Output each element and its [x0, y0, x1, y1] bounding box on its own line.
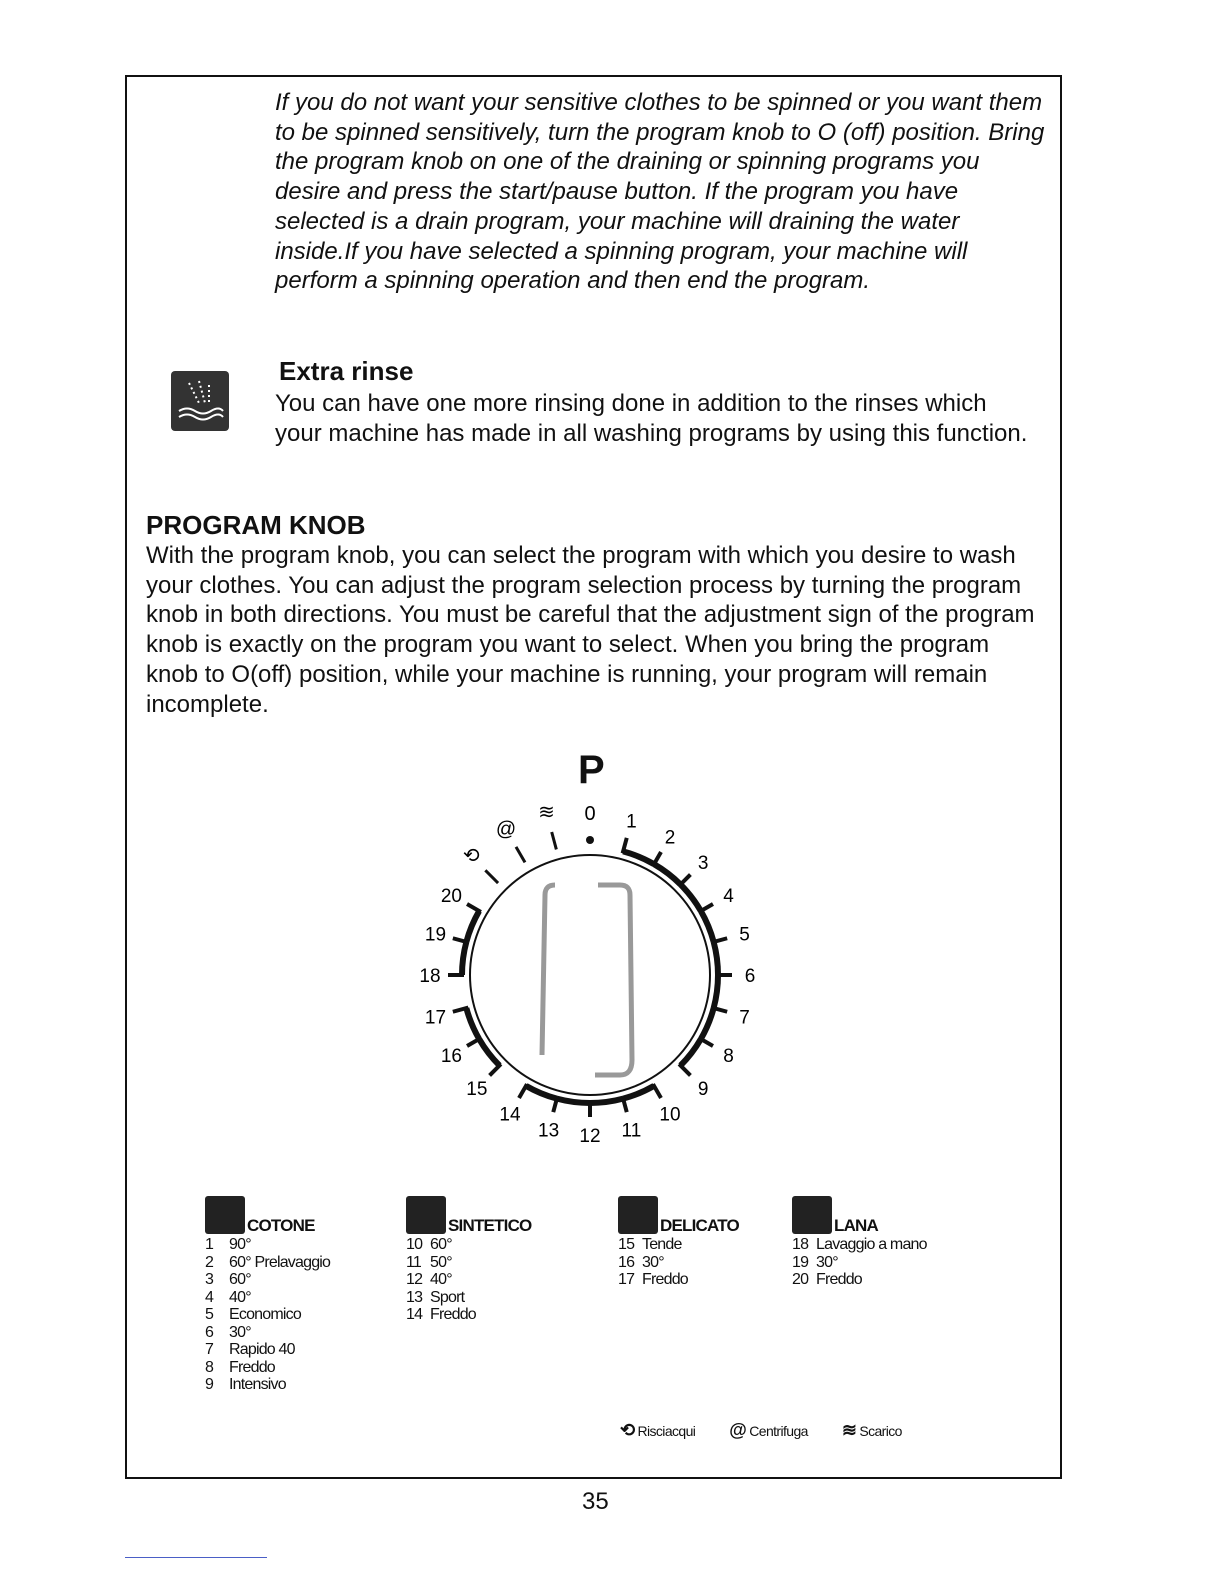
- drain-icon: ≋: [538, 801, 555, 824]
- spin-icon: @: [729, 1420, 747, 1440]
- delicate-icon: [618, 1196, 658, 1234]
- dial-label-4: 4: [723, 886, 734, 907]
- program-number: 6: [205, 1323, 214, 1341]
- program-name: 30°: [816, 1253, 838, 1271]
- program-number: 5: [205, 1306, 214, 1323]
- program-number: 18: [792, 1236, 809, 1253]
- dial-arc: [557, 1099, 590, 1103]
- legend-label: Risciacqui: [637, 1423, 696, 1439]
- dial-label-18: 18: [419, 966, 441, 987]
- program-name: Rapido 40: [229, 1341, 295, 1358]
- dial-label-2: 2: [664, 827, 676, 849]
- dial-arc: [466, 911, 479, 942]
- group-name: LANA: [834, 1215, 879, 1235]
- program-group-cotone: [205, 1196, 330, 1394]
- program-knob-body: With the program knob, you can select the program with which you desire to wash your clothes. You can adjust the program selection process by turning the program knob in both directions. You must be careful that the adjustment sign of the program knob is exactly on the program you want to select. When you bring the program knob to O(off) position, while your machine is running, your program will remain incomplete.: [146, 542, 1035, 718]
- dial-arc: [654, 864, 681, 884]
- program-name: 60°: [430, 1236, 452, 1253]
- group-header: [792, 1196, 927, 1234]
- program-name: Economico: [229, 1306, 301, 1323]
- group-header: [205, 1196, 330, 1234]
- program-dial[interactable]: [400, 790, 780, 1160]
- drain-icon: ≋: [841, 1420, 857, 1440]
- dial-tick-9: [679, 1064, 690, 1075]
- dial-tick-10: [653, 1084, 661, 1098]
- dial-label-11: 11: [621, 1120, 642, 1142]
- program-item: [205, 1236, 330, 1254]
- dial-tick-rinse-icon: [485, 870, 498, 883]
- program-item: [406, 1236, 531, 1254]
- program-number: 10: [406, 1236, 423, 1253]
- dial-label-17: 17: [424, 1007, 447, 1029]
- program-knob-title: PROGRAM KNOB: [146, 510, 366, 540]
- dial-tick-20: [467, 904, 481, 912]
- program-number: 7: [205, 1341, 214, 1358]
- cotton-icon: [205, 1196, 245, 1234]
- program-name: 30°: [642, 1253, 664, 1271]
- program-item: [406, 1254, 531, 1272]
- group-header: [406, 1196, 531, 1234]
- program-item: [205, 1324, 330, 1342]
- program-name: 50°: [430, 1253, 452, 1271]
- program-name: 40°: [229, 1288, 251, 1306]
- dial-label-15: 15: [466, 1079, 488, 1101]
- knob-outline: [470, 852, 710, 1095]
- dial-arc: [466, 1008, 479, 1039]
- dial-arc: [462, 942, 466, 975]
- dial-label-9: 9: [697, 1079, 709, 1101]
- program-number: 14: [406, 1306, 423, 1323]
- dial-label-12: 12: [579, 1126, 601, 1147]
- rinse-icon: ⟲: [620, 1420, 635, 1440]
- dial-label-3: 3: [697, 852, 709, 874]
- program-number: 1: [205, 1236, 214, 1253]
- program-number: 15: [618, 1236, 635, 1253]
- dial-arc: [590, 1099, 623, 1103]
- legend-drain: [842, 1420, 902, 1441]
- dial-tick-drain-icon: [552, 832, 557, 849]
- dial-label-13: 13: [538, 1120, 560, 1142]
- program-group-delicato: [618, 1196, 739, 1289]
- dial-arc: [701, 1008, 714, 1039]
- program-name: 90°: [229, 1236, 251, 1253]
- program-item: [406, 1289, 531, 1307]
- off-dot: [586, 836, 594, 844]
- program-name: Freddo: [430, 1306, 476, 1323]
- program-name: Intensivo: [229, 1376, 286, 1393]
- dial-label-19: 19: [424, 924, 447, 946]
- program-item: [618, 1254, 739, 1272]
- symbol-legend: [620, 1420, 902, 1441]
- group-header: [618, 1196, 739, 1234]
- program-number: 11: [406, 1253, 422, 1271]
- program-number: 13: [406, 1288, 423, 1306]
- program-group-lana: [792, 1196, 927, 1289]
- extra-rinse-title: Extra rinse: [279, 356, 414, 386]
- program-item: [205, 1254, 330, 1272]
- program-number: 8: [205, 1358, 214, 1376]
- dial-arc: [479, 1039, 499, 1066]
- program-number: 19: [792, 1253, 809, 1271]
- program-item: [406, 1306, 531, 1324]
- program-item: [792, 1254, 927, 1272]
- legend-label: Scarico: [859, 1423, 902, 1439]
- dial-tick-spin-icon: [516, 847, 525, 863]
- group-name: DELICATO: [660, 1215, 739, 1235]
- synthetic-icon: [406, 1196, 446, 1234]
- program-number: 9: [205, 1376, 214, 1393]
- dial-arc: [623, 851, 654, 864]
- footer-rule: [125, 1557, 267, 1558]
- program-name: 40°: [430, 1271, 452, 1288]
- dial-arc: [681, 884, 701, 911]
- legend-rinse: [620, 1420, 695, 1441]
- program-item: [792, 1236, 927, 1254]
- dial-arc: [623, 1086, 654, 1099]
- program-name: Sport: [430, 1288, 465, 1306]
- dial-arc: [714, 975, 718, 1008]
- dial-arc: [526, 1086, 557, 1099]
- dial-label-5: 5: [739, 924, 750, 946]
- dial-arc: [681, 1039, 701, 1066]
- program-item: [205, 1271, 330, 1289]
- dial-label-10: 10: [659, 1104, 681, 1126]
- program-number: 4: [205, 1288, 214, 1306]
- dial-label-6: 6: [744, 966, 756, 987]
- dial-tick-14: [519, 1084, 527, 1098]
- program-item: [618, 1236, 739, 1254]
- program-number: 17: [618, 1271, 635, 1288]
- dial-arc: [714, 942, 718, 975]
- dial-title: P: [578, 748, 605, 792]
- extra-rinse-icon: [171, 371, 229, 431]
- knob-grip-right: [595, 885, 632, 1075]
- program-item: [406, 1271, 531, 1289]
- program-item: [205, 1306, 330, 1324]
- program-name: Freddo: [816, 1271, 862, 1288]
- dial-arc: [701, 911, 714, 942]
- dial-label-16: 16: [440, 1046, 463, 1067]
- spin-icon: @: [495, 818, 517, 841]
- program-name: 30°: [229, 1323, 251, 1341]
- group-name: COTONE: [247, 1215, 315, 1235]
- program-item: [618, 1271, 739, 1289]
- program-name: Freddo: [642, 1271, 688, 1288]
- program-name: Tende: [642, 1236, 682, 1253]
- program-number: 20: [792, 1271, 809, 1288]
- spin-instructions: If you do not want your sensitive clothes to be spinned or you want them to be spinned sensitively, turn the program knob to O (off) position. Bring the program knob on one of the draining or spinning programs you desire and press the start/pause button. If the program you have selected is a drain program, your machine will draining the water inside.If you have selected a spinning program, your machine will perform a spinning operation and then end the program.: [275, 89, 1045, 295]
- program-name: 60°: [229, 1271, 251, 1288]
- program-item: [205, 1289, 330, 1307]
- wool-icon: [792, 1196, 832, 1234]
- dial-label-1: 1: [626, 811, 637, 833]
- program-item: [205, 1359, 330, 1377]
- dial-label-8: 8: [723, 1046, 734, 1067]
- program-number: 3: [205, 1271, 214, 1288]
- program-name: 60° Prelavaggio: [229, 1253, 331, 1271]
- program-group-sintetico: [406, 1196, 531, 1324]
- program-number: 16: [618, 1253, 635, 1271]
- program-name: Freddo: [229, 1358, 275, 1376]
- extra-rinse-body: You can have one more rinsing done in addition to the rinses which your machine has made in all washing programs by using this function.: [275, 390, 1028, 447]
- knob-grip-left: [542, 885, 555, 1055]
- program-name: Lavaggio a mano: [816, 1236, 927, 1253]
- program-number: 2: [205, 1253, 214, 1271]
- dial-tick-3: [679, 875, 690, 886]
- program-item: [792, 1271, 927, 1289]
- program-number: 12: [406, 1271, 423, 1288]
- page-number: 35: [582, 1488, 609, 1515]
- off-label: 0: [584, 803, 596, 825]
- legend-label: Centrifuga: [749, 1423, 808, 1439]
- legend-spin: [729, 1420, 808, 1441]
- group-name: SINTETICO: [448, 1215, 532, 1235]
- program-item: [205, 1341, 330, 1359]
- dial-label-14: 14: [499, 1104, 521, 1126]
- program-item: [205, 1376, 330, 1394]
- dial-label-20: 20: [440, 886, 463, 907]
- dial-label-7: 7: [739, 1007, 750, 1029]
- rinse-icon: ⟲: [462, 845, 480, 868]
